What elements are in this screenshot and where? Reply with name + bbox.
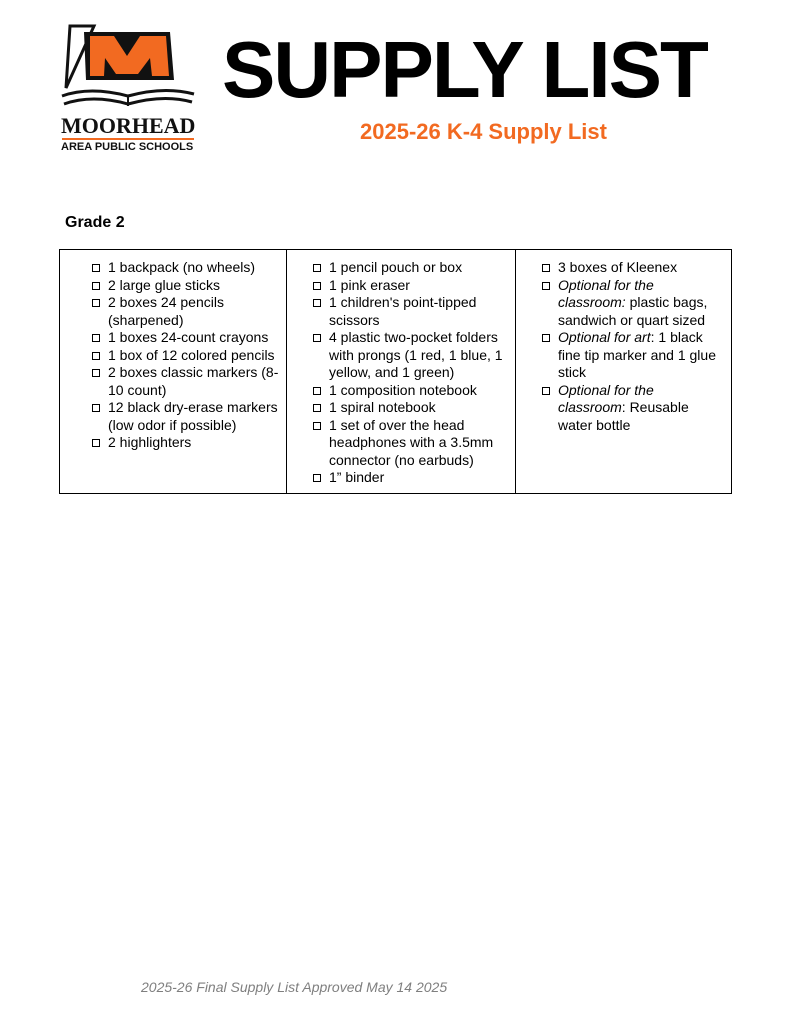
checkbox-icon <box>92 352 100 360</box>
item-label: Optional for the classroom: <box>558 276 654 310</box>
list-item <box>92 364 280 399</box>
supply-column-2 <box>287 250 516 494</box>
item-label: Optional for the classroom <box>558 381 654 415</box>
checkbox-icon <box>542 387 550 395</box>
checkbox-icon <box>92 369 100 377</box>
checkbox-icon <box>542 282 550 290</box>
logo-subtitle: AREA PUBLIC SCHOOLS <box>61 141 194 153</box>
list-item <box>92 329 280 347</box>
open-book-m-logo-icon <box>60 24 200 116</box>
list-item <box>542 329 725 382</box>
checkbox-icon <box>313 334 321 342</box>
item-text: 2 boxes classic markers (8-10 count) <box>108 364 279 398</box>
page-subtitle: 2025-26 K-4 Supply List <box>360 119 607 144</box>
item-text: 1 box of 12 colored pencils <box>108 346 275 363</box>
footer-note: 2025-26 Final Supply List Approved May 14 2025 <box>141 979 448 995</box>
list-item <box>313 469 509 487</box>
checkbox-icon <box>313 299 321 307</box>
item-text: 1 composition notebook <box>329 381 477 398</box>
checkbox-icon <box>92 439 100 447</box>
supply-list <box>542 259 725 434</box>
logo-name: MOORHEAD <box>61 113 196 138</box>
page-title: SUPPLY LIST <box>222 25 707 114</box>
list-item <box>313 399 509 417</box>
list-item <box>92 277 280 295</box>
supply-column-3 <box>516 250 732 494</box>
list-item <box>313 417 509 470</box>
grade-heading: Grade 2 <box>65 214 125 231</box>
list-item <box>542 382 725 435</box>
checkbox-icon <box>92 334 100 342</box>
list-item <box>313 382 509 400</box>
item-label: Optional for art <box>558 329 651 345</box>
item-text: 1 children's point-tipped scissors <box>329 294 477 328</box>
supply-table <box>59 249 732 494</box>
checkbox-icon <box>313 422 321 430</box>
list-item <box>92 347 280 365</box>
item-text: 4 plastic two-pocket folders with prongs (1 red, 1 blue, 1 yellow, and 1 green) <box>329 329 503 380</box>
district-logo <box>60 24 200 154</box>
checkbox-icon <box>92 282 100 290</box>
item-text: 3 boxes of Kleenex <box>558 259 678 275</box>
checkbox-icon <box>313 404 321 412</box>
list-item <box>313 294 509 329</box>
item-text: 1 boxes 24-count crayons <box>108 329 269 345</box>
item-text: 12 black dry-erase markers (low odor if possible) <box>108 399 278 433</box>
checkbox-icon <box>542 334 550 342</box>
checkbox-icon <box>313 264 321 272</box>
item-text: 1 set of over the head headphones with a 3.5mm connector (no earbuds) <box>329 416 494 468</box>
item-text: 2 large glue sticks <box>108 276 221 293</box>
item-text: : Reusable water bottle <box>558 399 689 433</box>
supply-list <box>92 259 280 452</box>
item-text: 1 pencil pouch or box <box>329 259 463 275</box>
list-item <box>92 259 280 277</box>
item-text: 1 spiral notebook <box>329 399 436 415</box>
table-row <box>60 250 732 494</box>
item-text: 1” binder <box>329 469 385 485</box>
list-item <box>313 277 509 295</box>
supply-column-1 <box>60 250 287 494</box>
checkbox-icon <box>542 264 550 272</box>
logo-divider <box>62 138 194 140</box>
item-text: 1 pink eraser <box>329 276 410 293</box>
list-item <box>542 259 725 277</box>
checkbox-icon <box>313 474 321 482</box>
list-item <box>542 277 725 330</box>
list-item <box>92 434 280 452</box>
checkbox-icon <box>92 264 100 272</box>
item-text: 1 backpack (no wheels) <box>108 259 256 275</box>
list-item <box>92 294 280 329</box>
item-text: plastic bags, sandwich or quart sized <box>558 294 708 328</box>
list-item <box>313 329 509 382</box>
list-item <box>313 259 509 277</box>
item-text: 2 boxes 24 pencils (sharpened) <box>108 294 224 328</box>
supply-list <box>313 259 509 487</box>
item-text: : 1 black fine tip marker and 1 glue stick <box>558 329 716 380</box>
checkbox-icon <box>92 299 100 307</box>
checkbox-icon <box>313 387 321 395</box>
checkbox-icon <box>313 282 321 290</box>
item-text: 2 highlighters <box>108 434 192 450</box>
list-item <box>92 399 280 434</box>
checkbox-icon <box>92 404 100 412</box>
